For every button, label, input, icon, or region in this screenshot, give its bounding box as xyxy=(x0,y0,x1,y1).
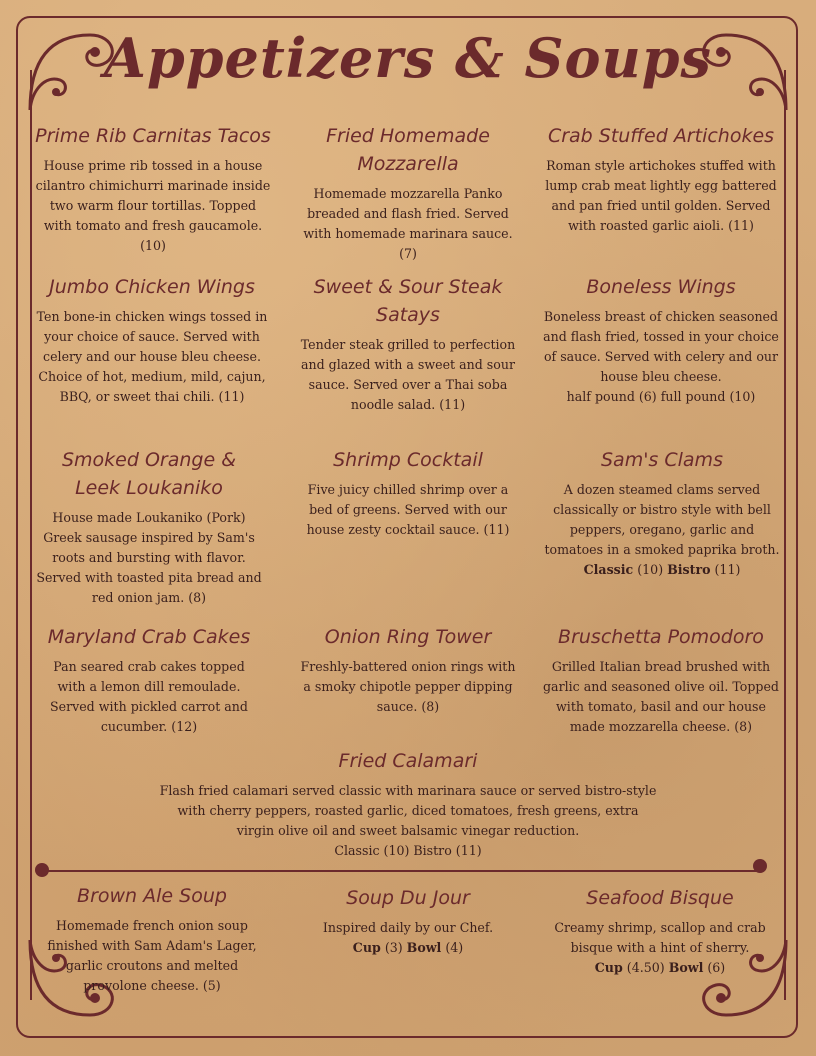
menu-item xyxy=(540,446,784,580)
item-price xyxy=(540,560,784,580)
page-title: Appetizers & Soups xyxy=(104,26,712,90)
item-description: Flash fried calamari served classic with marinara sauce or served bistro-style with cherry peppers, roasted garlic, diced tomatoes, fresh greens, extra virgin olive oil and sweet balsamic vinegar reduction. xyxy=(159,783,657,838)
item-description: Freshly-battered onion rings with a smoky chipotle pepper dipping sauce. (8) xyxy=(300,659,516,714)
item-price xyxy=(298,938,518,958)
menu-item xyxy=(536,273,786,407)
menu-item xyxy=(24,273,280,407)
item-description: Pan seared crab cakes topped with a lemon dill remoulade. Served with pickled carrot and cucumber. (12) xyxy=(50,659,248,734)
option-classic: Classic xyxy=(583,562,634,577)
item-description: Homemade french onion soup finished with Sam Adam's Lager, garlic croutons and melted provolone cheese. (5) xyxy=(47,918,257,993)
menu-item xyxy=(158,747,658,861)
item-description: Boneless breast of chicken seasoned and flash fried, tossed in your choice of sauce. Served with celery and our house bleu cheese. xyxy=(543,309,779,384)
menu-item xyxy=(44,623,254,737)
menu-item xyxy=(284,122,532,264)
item-name: Boneless Wings xyxy=(586,276,736,298)
soup-item xyxy=(298,884,518,958)
menu-item xyxy=(286,623,530,717)
menu-item xyxy=(538,623,784,737)
item-description: House prime rib tossed in a house cilantro chimichurri marinade inside two warm flour tortillas. Topped with tomato and fresh gaucamole. (10) xyxy=(35,158,271,253)
option-cup-price: (4.50) xyxy=(626,960,665,975)
option-bowl: Bowl xyxy=(406,940,442,955)
item-price xyxy=(542,958,778,978)
item-description: Tender steak grilled to perfection and glazed with a sweet and sour sauce. Served over a Thai soba noodle salad. (11) xyxy=(300,337,516,412)
soup-item xyxy=(36,882,268,996)
menu-item xyxy=(536,122,786,236)
item-name: Crab Stuffed Artichokes xyxy=(547,125,775,147)
divider-dot-left-icon xyxy=(32,860,52,880)
item-name: Bruschetta Pomodoro xyxy=(558,626,764,648)
menu-item xyxy=(34,446,264,608)
item-name: Fried Homemade Mozzarella xyxy=(326,125,490,175)
soup-divider xyxy=(40,870,762,872)
item-description: Five juicy chilled shrimp over a bed of greens. Served with our house zesty cocktail sauce. (11) xyxy=(306,482,510,537)
menu-item xyxy=(286,273,530,415)
item-name: Onion Ring Tower xyxy=(324,626,492,648)
item-description: Grilled Italian bread brushed with garlic and seasoned olive oil. Topped with tomato, basil and our house made mozzarella cheese. (8) xyxy=(543,659,779,734)
option-bowl-price: (6) xyxy=(707,960,726,975)
item-name: Fried Calamari xyxy=(338,750,478,772)
item-name: Smoked Orange & Leek Loukaniko xyxy=(61,449,237,499)
item-description: Roman style artichokes stuffed with lump crab meat lightly egg battered and pan fried until golden. Served with roasted garlic aioli. (11) xyxy=(545,158,777,233)
item-name: Maryland Crab Cakes xyxy=(47,626,251,648)
item-description: Ten bone-in chicken wings tossed in your choice of sauce. Served with celery and our house bleu cheese. Choice of hot, medium, mild, cajun, BBQ, or sweet thai chili. (11) xyxy=(36,309,268,404)
item-price: Classic (10) Bistro (11) xyxy=(334,843,482,858)
item-description: House made Loukaniko (Pork) Greek sausage inspired by Sam's roots and bursting with flavor. Served with toasted pita bread and red onion jam. (8) xyxy=(36,510,262,605)
item-name: Prime Rib Carnitas Tacos xyxy=(35,125,271,147)
item-name: Jumbo Chicken Wings xyxy=(49,276,255,298)
item-description: A dozen steamed clams served classically or bistro style with bell peppers, oregano, garlic and tomatoes in a smoked paprika broth. xyxy=(544,482,780,557)
option-bowl: Bowl xyxy=(668,960,704,975)
item-name: Seafood Bisque xyxy=(586,887,734,909)
option-cup-price: (3) xyxy=(384,940,403,955)
option-cup: Cup xyxy=(352,940,381,955)
option-bistro-price: (11) xyxy=(714,562,741,577)
option-bistro: Bistro xyxy=(667,562,711,577)
option-bowl-price: (4) xyxy=(445,940,464,955)
soup-item xyxy=(542,884,778,978)
menu-item xyxy=(34,122,272,256)
item-description: Creamy shrimp, scallop and crab bisque with a hint of sherry. xyxy=(554,920,766,955)
menu-item xyxy=(298,446,518,540)
item-name: Sam's Clams xyxy=(601,449,723,471)
item-name: Sweet & Sour Steak Satays xyxy=(313,276,503,326)
option-classic-price: (10) xyxy=(637,562,664,577)
item-price: half pound (6) full pound (10) xyxy=(566,389,756,404)
item-name: Shrimp Cocktail xyxy=(333,449,483,471)
divider-dot-right-icon xyxy=(750,856,770,876)
option-cup: Cup xyxy=(594,960,623,975)
item-description: Inspired daily by our Chef. xyxy=(322,920,494,935)
item-description: Homemade mozzarella Panko breaded and flash fried. Served with homemade marinara sauce. (7) xyxy=(303,186,513,261)
item-name: Brown Ale Soup xyxy=(77,885,227,907)
item-name: Soup Du Jour xyxy=(346,887,470,909)
